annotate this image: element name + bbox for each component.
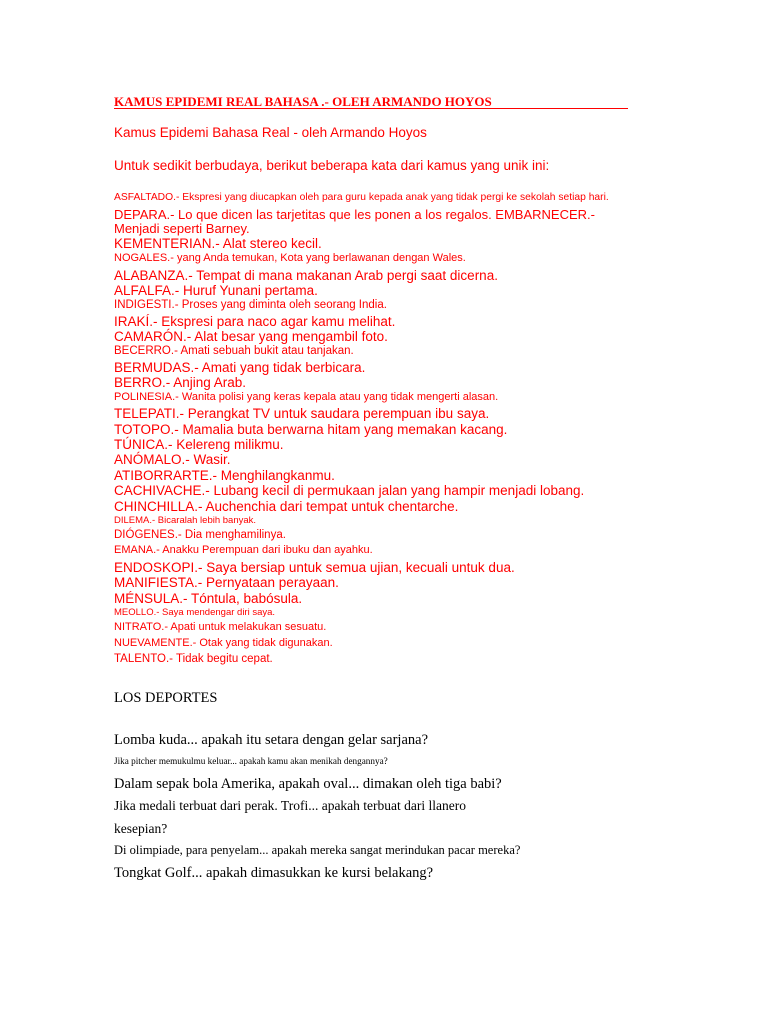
dictionary-entry: DIÓGENES.- Dia menghamilinya. bbox=[114, 529, 286, 541]
dictionary-entry: CACHIVACHE.- Lubang kecil di permukaan jalan yang hampir menjadi lobang. bbox=[114, 483, 585, 498]
dictionary-entry: TÚNICA.- Kelereng milikmu. bbox=[114, 437, 284, 452]
document-subtitle: Kamus Epidemi Bahasa Real - oleh Armando Hoyos bbox=[114, 125, 427, 140]
dictionary-entry: MÉNSULA.- Tóntula, babósula. bbox=[114, 591, 303, 606]
dictionary-entry: NUEVAMENTE.- Otak yang tidak digunakan. bbox=[114, 637, 333, 649]
dictionary-entry: BERRO.- Anjing Arab. bbox=[114, 375, 247, 390]
sports-heading: LOS DEPORTES bbox=[114, 690, 218, 706]
dictionary-entry: CAMARÓN.- Alat besar yang mengambil foto. bbox=[114, 329, 388, 344]
dictionary-entry: TELEPATI.- Perangkat TV untuk saudara perempuan ibu saya. bbox=[114, 406, 490, 421]
dictionary-entry: NOGALES.- yang Anda temukan, Kota yang berlawanan dengan Wales. bbox=[114, 252, 466, 264]
dictionary-entry: CHINCHILLA.- Auchenchia dari tempat untuk chentarche. bbox=[114, 499, 459, 514]
sports-line: Jika medali terbuat dari perak. Trofi... apakah terbuat dari llanero bbox=[114, 798, 467, 813]
dictionary-entry: DILEMA.- Bicaralah lebih banyak. bbox=[114, 515, 257, 526]
dictionary-entry: TALENTO.- Tidak begitu cepat. bbox=[114, 653, 273, 665]
dictionary-entry: ANÓMALO.- Wasir. bbox=[114, 452, 231, 467]
dictionary-entry: BERMUDAS.- Amati yang tidak berbicara. bbox=[114, 360, 366, 375]
dictionary-entry: Menjadi seperti Barney. bbox=[114, 221, 250, 236]
dictionary-entry: ALFALFA.- Huruf Yunani pertama. bbox=[114, 283, 318, 298]
sports-line: kesepian? bbox=[114, 821, 168, 836]
sports-line: Dalam sepak bola Amerika, apakah oval... dimakan oleh tiga babi? bbox=[114, 776, 502, 792]
sports-line: Di olimpiade, para penyelam... apakah mereka sangat merindukan pacar mereka? bbox=[114, 843, 521, 857]
dictionary-entry: DEPARA.- Lo que dicen las tarjetitas que les ponen a los regalos. EMBARNECER.- bbox=[114, 207, 595, 222]
dictionary-entry: NITRATO.- Apati untuk melakukan sesuatu. bbox=[114, 621, 327, 633]
intro-text: Untuk sedikit berbudaya, berikut beberapa kata dari kamus yang unik ini: bbox=[114, 158, 550, 173]
dictionary-entry: KEMENTERIAN.- Alat stereo kecil. bbox=[114, 236, 322, 251]
dictionary-entry: INDIGESTI.- Proses yang diminta oleh seorang India. bbox=[114, 299, 387, 311]
dictionary-entry: MEOLLO.- Saya mendengar diri saya. bbox=[114, 607, 276, 618]
sports-line: Lomba kuda... apakah itu setara dengan gelar sarjana? bbox=[114, 732, 429, 748]
document-title: KAMUS EPIDEMI REAL BAHASA .- OLEH ARMANDO HOYOS bbox=[114, 95, 628, 109]
dictionary-entry: ATIBORRARTE.- Menghilangkanmu. bbox=[114, 468, 335, 483]
dictionary-entry: MANIFIESTA.- Pernyataan perayaan. bbox=[114, 575, 339, 590]
dictionary-entry: TOTOPO.- Mamalia buta berwarna hitam yang memakan kacang. bbox=[114, 422, 508, 437]
sports-line: Tongkat Golf... apakah dimasukkan ke kursi belakang? bbox=[114, 865, 434, 881]
dictionary-entry: ENDOSKOPI.- Saya bersiap untuk semua ujian, kecuali untuk dua. bbox=[114, 560, 515, 575]
dictionary-entry: EMANA.- Anakku Perempuan dari ibuku dan ayahku. bbox=[114, 544, 373, 556]
dictionary-entry: IRAKÍ.- Ekspresi para naco agar kamu melihat. bbox=[114, 314, 396, 329]
dictionary-entry: ALABANZA.- Tempat di mana makanan Arab pergi saat dicerna. bbox=[114, 268, 498, 283]
dictionary-entry: BECERRO.- Amati sebuah bukit atau tanjakan. bbox=[114, 345, 354, 357]
dictionary-entry: ASFALTADO.- Ekspresi yang diucapkan oleh para guru kepada anak yang tidak pergi ke sekolah setiap hari. bbox=[114, 191, 609, 203]
dictionary-entry: POLINESIA.- Wanita polisi yang keras kepala atau yang tidak mengerti alasan. bbox=[114, 391, 499, 403]
sports-line: Jika pitcher memukulmu keluar... apakah kamu akan menikah dengannya? bbox=[114, 756, 388, 766]
